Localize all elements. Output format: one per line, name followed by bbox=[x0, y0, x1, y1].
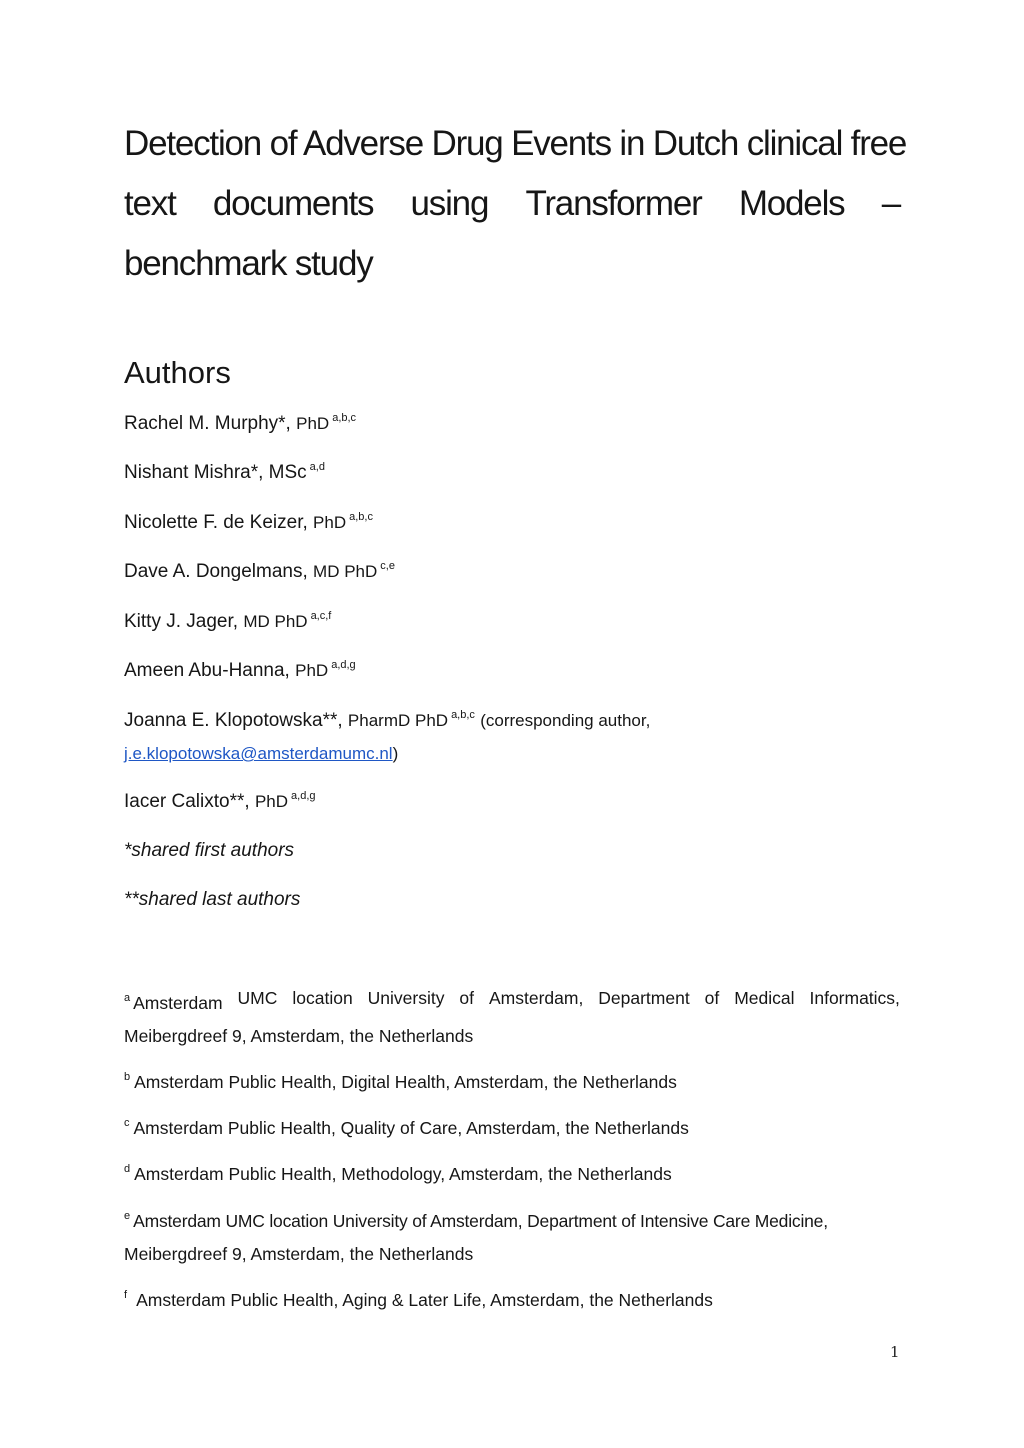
author-degree: PhD bbox=[254, 792, 289, 811]
author-affiliation-marks: a,b,c bbox=[332, 412, 357, 424]
title-line-2 bbox=[124, 174, 900, 234]
author-degree: MSc bbox=[268, 462, 307, 483]
author-name: Joanna E. Klopotowska**, bbox=[124, 710, 343, 731]
title-word: text bbox=[124, 184, 176, 223]
author-entry bbox=[124, 461, 325, 484]
affiliation-word: of bbox=[704, 988, 720, 1008]
author-name: Nishant Mishra*, bbox=[124, 462, 264, 483]
affiliation-mark: f bbox=[124, 1289, 128, 1301]
author-degree: PhD bbox=[296, 414, 330, 433]
author-name: Nicolette F. de Keizer, bbox=[124, 512, 308, 533]
affiliation-word: UMC bbox=[237, 988, 278, 1008]
title-word: Transformer bbox=[525, 184, 702, 223]
affiliation-word: of bbox=[459, 988, 475, 1008]
affiliation-mark: a bbox=[124, 992, 131, 1004]
author-entry bbox=[124, 511, 373, 534]
author-degree: PhD bbox=[295, 661, 329, 680]
author-entry bbox=[124, 560, 395, 583]
author-affiliation-marks: a,d bbox=[309, 461, 325, 473]
title-line-3: benchmark study bbox=[124, 244, 373, 283]
author-name: Rachel M. Murphy*, bbox=[124, 413, 291, 434]
author-affiliation-marks: a,b,c bbox=[451, 709, 475, 721]
corresponding-email-link[interactable]: j.e.klopotowska@amsterdamumc.nl bbox=[124, 744, 393, 763]
affiliation-text: Amsterdam Public Health, Quality of Care, Amsterdam, the Netherlands bbox=[133, 1118, 689, 1138]
author-name: Dave A. Dongelmans, bbox=[124, 561, 308, 582]
email-line bbox=[124, 743, 398, 765]
affiliation-text: Amsterdam Public Health, Aging & Later Life, Amsterdam, the Netherlands bbox=[136, 1290, 713, 1310]
author-degree: MD PhD bbox=[313, 562, 378, 581]
author-entry bbox=[124, 659, 356, 682]
title-word: documents bbox=[212, 184, 374, 223]
affiliation-d bbox=[124, 1153, 900, 1191]
author-name: Ameen Abu-Hanna, bbox=[124, 660, 290, 681]
title-word: – bbox=[881, 184, 900, 223]
author-degree: PharmD PhD bbox=[347, 711, 449, 730]
authors-heading: Authors bbox=[124, 355, 231, 390]
affiliation-text: Amsterdam UMC location University of Amsterdam, Department of Intensive Care Medicine, bbox=[133, 1211, 828, 1231]
title-word: Models bbox=[738, 184, 845, 223]
affiliation-word: Medical bbox=[734, 988, 795, 1008]
page-number: 1 bbox=[890, 1343, 900, 1361]
shared-last-authors-note: **shared last authors bbox=[124, 889, 301, 910]
affiliation-line: Meibergdreef 9, Amsterdam, the Netherlands bbox=[124, 1026, 474, 1046]
author-affiliation-marks: c,e bbox=[380, 560, 395, 572]
affiliation-word: University bbox=[367, 988, 445, 1008]
affiliation-word: Department bbox=[598, 988, 690, 1008]
affiliation-b bbox=[124, 1061, 900, 1099]
affiliation-c bbox=[124, 1107, 900, 1145]
title-line-1: Detection of Adverse Drug Events in Dutch clinical free bbox=[124, 124, 907, 163]
affiliation-e bbox=[124, 1200, 900, 1271]
author-affiliation-marks: a,c,f bbox=[310, 610, 332, 622]
author-name: Iacer Calixto**, bbox=[124, 791, 250, 812]
author-degree: PhD bbox=[313, 513, 347, 532]
author-name: Kitty J. Jager, bbox=[124, 611, 239, 632]
affiliation-mark: d bbox=[124, 1163, 131, 1175]
email-close-paren: ) bbox=[392, 744, 399, 763]
author-entry bbox=[124, 610, 331, 633]
affiliation-word-text: Amsterdam bbox=[133, 993, 223, 1013]
author-degree: MD PhD bbox=[243, 612, 308, 631]
shared-first-authors-note: *shared first authors bbox=[124, 840, 295, 861]
affiliation-text: Amsterdam Public Health, Digital Health, Amsterdam, the Netherlands bbox=[134, 1072, 677, 1092]
author-affiliation-marks: a,d,g bbox=[291, 790, 316, 802]
author-entry-corresponding bbox=[124, 709, 650, 732]
affiliation-mark: c bbox=[124, 1117, 130, 1129]
author-affiliation-marks: a,d,g bbox=[331, 659, 356, 671]
affiliation-word: Informatics, bbox=[809, 988, 900, 1008]
affiliation-mark: b bbox=[124, 1071, 131, 1083]
corresponding-author-label: (corresponding author, bbox=[480, 711, 651, 730]
affiliation-word bbox=[124, 982, 223, 1020]
affiliation-word: location bbox=[292, 988, 353, 1008]
affiliation-text: Amsterdam Public Health, Methodology, Amsterdam, the Netherlands bbox=[134, 1164, 672, 1184]
author-entry bbox=[124, 790, 316, 813]
paper-title bbox=[124, 114, 907, 294]
affiliation-mark: e bbox=[124, 1210, 131, 1222]
affiliation-line bbox=[124, 982, 900, 1020]
author-entry bbox=[124, 412, 356, 435]
affiliation-word: Amsterdam, bbox=[488, 988, 584, 1008]
author-affiliation-marks: a,b,c bbox=[349, 511, 373, 523]
affiliation-a bbox=[124, 982, 900, 1053]
affiliation-f bbox=[124, 1279, 900, 1317]
title-word: using bbox=[410, 184, 489, 223]
affiliation-line: Meibergdreef 9, Amsterdam, the Netherlands bbox=[124, 1244, 474, 1264]
